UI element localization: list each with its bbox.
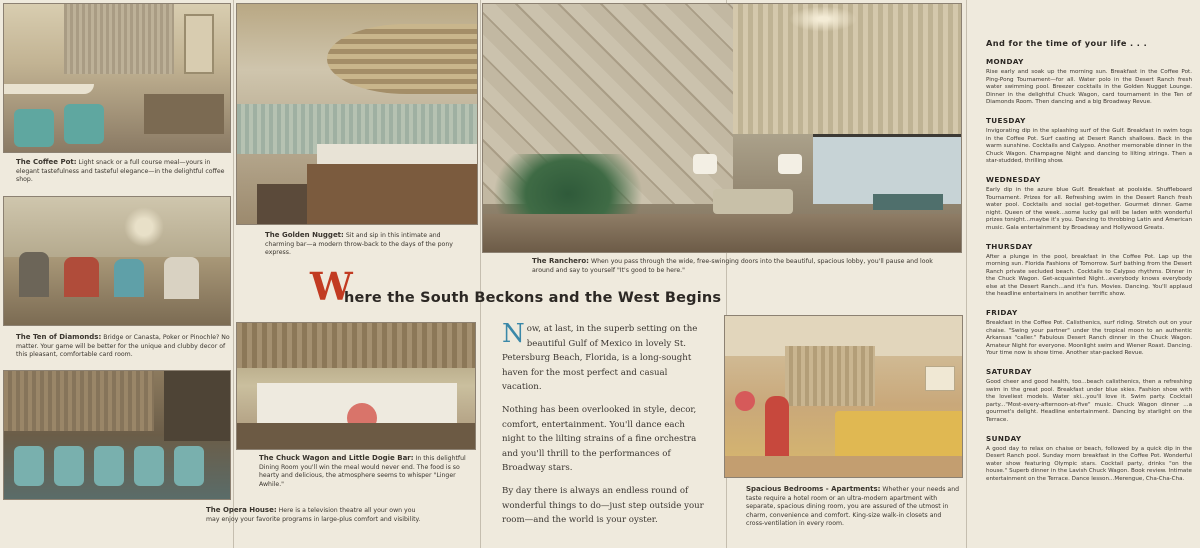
- caption-bedrooms: [746, 485, 961, 529]
- intro-copy: [502, 319, 707, 536]
- caption-text: Bridge or Canasta, Poker or Pinochle? No matter. Your game will be better for the unique and clubby decor of this pleasant, comfortable card room.: [16, 334, 230, 359]
- caption-text: Here is a television theatre all your own you may enjoy your favorite programs in large-plus comfort and visibility.: [206, 507, 421, 523]
- day-name: SUNDAY: [986, 433, 1022, 443]
- caption-title: The Ten of Diamonds:: [16, 333, 102, 341]
- photo-bedrooms: [724, 315, 963, 478]
- caption-golden-nugget: [265, 231, 470, 258]
- caption-opera-house: [206, 506, 428, 524]
- schedule-title: And for the time of your life . . .: [986, 38, 1148, 48]
- photo-chuck-wagon: [236, 322, 476, 450]
- photo-opera-house: [3, 370, 231, 500]
- photo-ranchero: [482, 3, 962, 253]
- headline-text: here the South Beckons and the West Begins: [344, 290, 722, 306]
- photo-coffee-pot: [3, 3, 231, 153]
- caption-title: Spacious Bedrooms - Apartments:: [746, 485, 881, 493]
- day-description: Good cheer and good health, too...beach calisthenics, then a refreshing swim in the great pool. Breakfast under blue skies. Fashion show with the loveliest models. Water ski...you'll love it. Swim party. Cocktail party..."Most-every-afternoon-at-five" music. Chuck Wagon dinner ...a gourmet's delight. Headline entertainment. Dancing by starlight on the Terrace.: [986, 379, 1192, 423]
- fold-line: [966, 0, 967, 548]
- weekly-schedule: [986, 38, 1192, 493]
- caption-chuck-wagon: [259, 454, 469, 489]
- photo-golden-nugget: [236, 3, 478, 225]
- intro-paragraph-1: [502, 319, 707, 395]
- day-description: Breakfast in the Coffee Pot. Calisthenics, surf riding. Stretch out on your chaise. "Swing your partner" under the tropical moon to an authentic Arkansas "caller." Fabulous Desert Ranch dinner in the Chuck Wagon. Amateur Night for everyone. Moonlight swim and Wiener Roast. Dancing. Your time now is show time. Another star-packed Revue.: [986, 320, 1192, 357]
- caption-title: The Ranchero:: [532, 257, 589, 265]
- caption-text: Sit and sip in this intimate and charming bar—a modern throw-back to the days of the pony express.: [265, 232, 453, 257]
- caption-title: The Chuck Wagon and Little Dogie Bar:: [259, 454, 414, 462]
- paragraph-text: ow, at last, in the superb setting on the beautiful Gulf of Mexico in lovely St. Petersburg Beach, Florida, is a long-sought haven for the most perfect and casual vacation.: [502, 324, 698, 393]
- day-description: Early dip in the azure blue Gulf. Breakfast at poolside. Shuffleboard Tournament. Prizes for all. Refreshing swim in the Desert Ranch fresh water pool. Cocktails and social get-together. Gourmet dinner. Game night. Queen of the week...some lucky gal will be laden with wonderful prizes tonight...maybe it's you. Dancing to throbbing Latin and American music. Gala entertainment by Broadway and Hollywood Greats.: [986, 186, 1192, 231]
- caption-title: The Opera House:: [206, 506, 277, 514]
- fold-line: [233, 0, 234, 548]
- day-name: THURSDAY: [986, 241, 1033, 251]
- day-name: MONDAY: [986, 57, 1024, 66]
- day-name: SATURDAY: [986, 367, 1032, 377]
- day-description: A good day to relax on chaise or beach, followed by a quick dip in the Desert Ranch pool. Sunday morn breakfast in the Coffee Pot. Wonderful water show featuring Olympic stars. Cocktail party, drinks "on the house." Superb dinner in the Lavish Chuck Wagon. Book review. Intimate entertainment on the Terrace. Dance lesson...Merengue, Cha-Cha-Cha.: [986, 445, 1192, 482]
- headline-initial: W: [310, 264, 353, 309]
- intro-paragraph-3: By day there is always an endless round of wonderful things to do—just step outside your room—and the world is your oyster.: [502, 485, 704, 526]
- caption-title: The Coffee Pot:: [16, 158, 77, 166]
- caption-text: In this delightful Dining Room you'll win the meal would never end. The food is so hearty and delicious, the atmosphere seems to whisper "Linger Awhile.": [259, 455, 466, 488]
- day-description: Rise early and soak up the morning sun. Breakfast in the Coffee Pot. Ping-Pong Tournament—for all. Water polo in the Desert Ranch fresh water swimming pool. Breezer cocktails in the Golden Nugget Lounge. Dinner in the delightful Chuck Wagon, card tournament in the Ten of Diamonds Room. Then dancing and a big Broadway Revue.: [986, 69, 1192, 106]
- day-name: TUESDAY: [986, 115, 1026, 125]
- caption-text: Light snack or a full course meal—yours in elegant tastefulness and tasteful elegance—in the delightful coffee shop.: [16, 159, 225, 184]
- day-name: FRIDAY: [986, 308, 1018, 318]
- caption-text: When you pass through the wide, free-swinging doors into the beautiful, spacious lobby, you'll pause and look around and say to yourself "It's good to be here.": [532, 258, 933, 274]
- day-description: After a plunge in the pool, breakfast in the Coffee Pot. Lap up the morning sun. Florida Fashions of Tomorrow. Surf bathing from the Desert Ranch private secluded beach. Cocktails to Calypso rhythms. Dinner in the Chuck Wagon. Get-acquainted Night...everybody knows everybody else at the Desert Ranch...and it's fun. Movies. Dancing. You'll applaud the headline entertainers in another terrific show.: [986, 253, 1192, 298]
- caption-title: The Golden Nugget:: [265, 231, 344, 239]
- caption-coffee-pot: [16, 158, 228, 185]
- intro-paragraph-2: Nothing has been overlooked in style, decor, comfort, entertainment. You'll dance each night to the lilting strains of a fine orchestra and you'll thrill to the performances of Broadway stars.: [502, 404, 697, 474]
- caption-text: Whether your needs and taste require a hotel room or an ultra-modern apartment with separate, spacious dining room, you are assured of the utmost in charm, convenience and comfort. King-size walk-in closets and cross-ventilation in every room.: [746, 486, 960, 528]
- day-description: Invigorating dip in the splashing surf of the Gulf. Breakfast in swim togs in the Coffee Pot. Surf casting at Desert Ranch shallows. Back in the warm sunshine. Cocktails and Calypso. Another memorable dinner in the Chuck Wagon. Champagne Night and dancing to lilting strings. Then a star-studded, thrilling show.: [986, 127, 1192, 165]
- day-name: WEDNESDAY: [986, 174, 1041, 184]
- caption-ten-of-diamonds: [16, 333, 230, 360]
- drop-cap: N: [502, 319, 525, 349]
- photo-ten-of-diamonds: [3, 196, 231, 326]
